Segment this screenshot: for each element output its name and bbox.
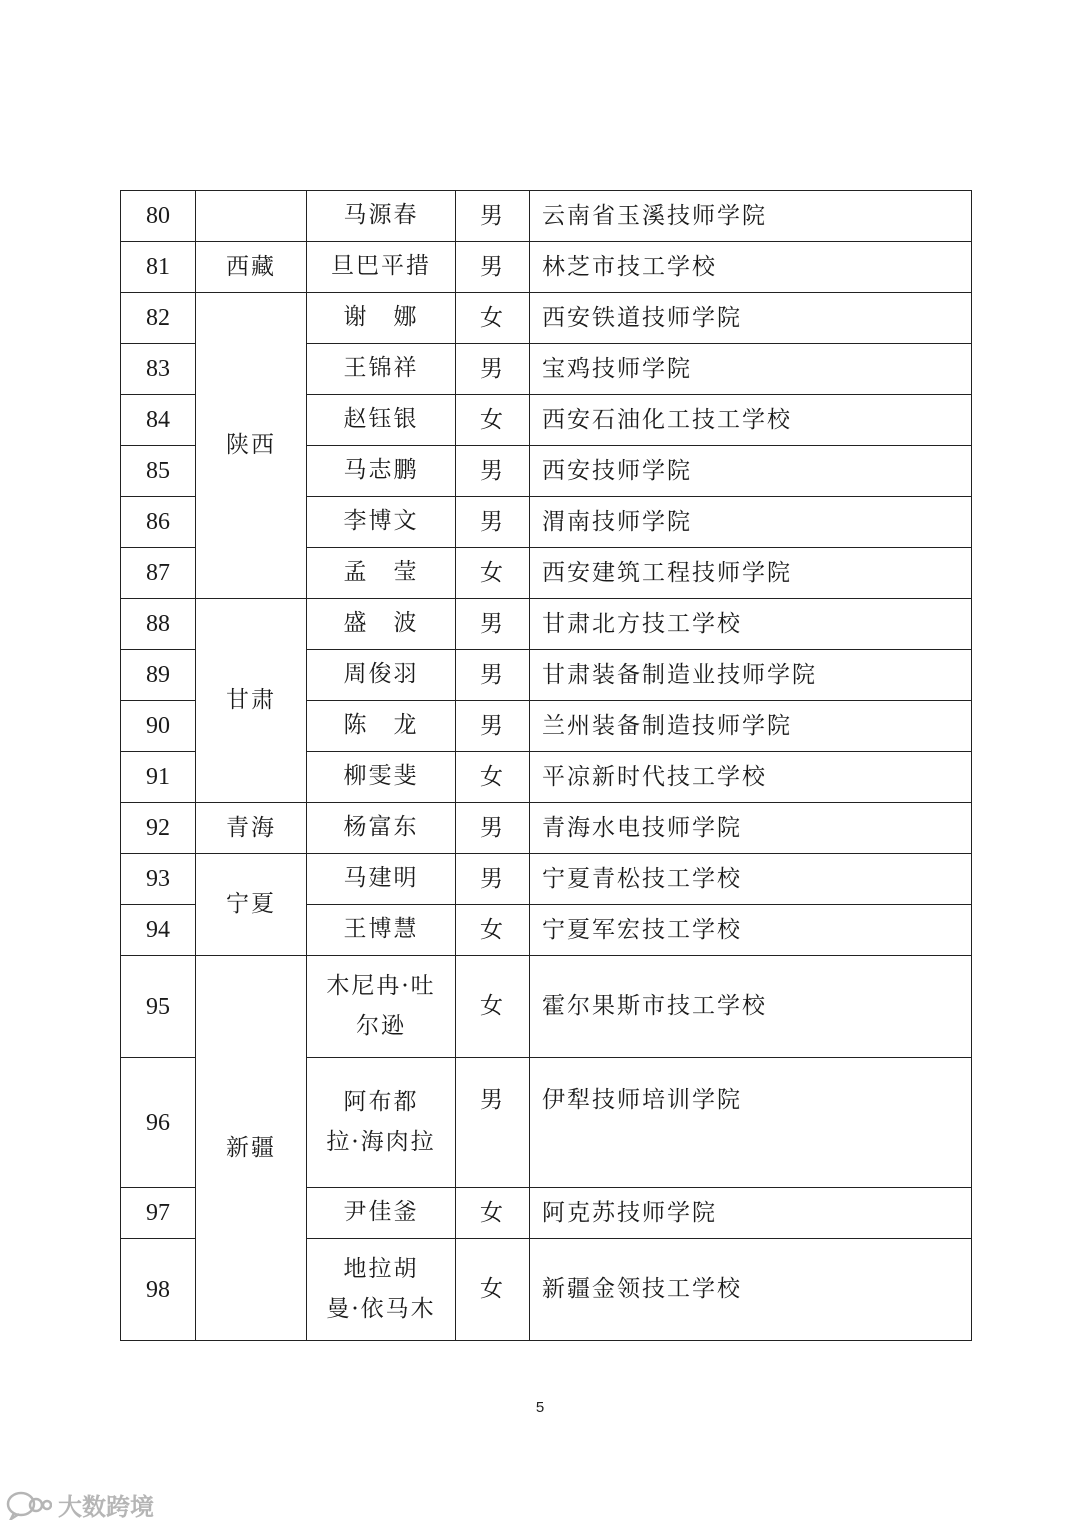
table-row <box>121 956 972 1058</box>
row-number: 88 <box>121 599 196 650</box>
region-cell: 宁夏 <box>196 854 307 956</box>
row-number: 87 <box>121 548 196 599</box>
school-cell: 兰州装备制造技师学院 <box>530 701 972 752</box>
table-row <box>121 293 972 344</box>
gender-cell: 女 <box>456 1239 530 1341</box>
name-line: 曼·依马木 <box>326 1295 436 1322</box>
row-number: 86 <box>121 497 196 548</box>
name-cell: 马源春 <box>307 191 456 242</box>
school-cell: 霍尔果斯市技工学校 <box>530 956 972 1058</box>
school-cell: 平凉新时代技工学校 <box>530 752 972 803</box>
row-number: 82 <box>121 293 196 344</box>
row-number: 83 <box>121 344 196 395</box>
gender-cell: 男 <box>456 599 530 650</box>
row-number: 84 <box>121 395 196 446</box>
row-number: 90 <box>121 701 196 752</box>
name-line: 木尼冉·吐 <box>326 973 436 1000</box>
gender-cell: 男 <box>456 650 530 701</box>
gender-cell: 男 <box>456 344 530 395</box>
name-cell: 盛 波 <box>307 599 456 650</box>
watermark <box>6 1487 154 1522</box>
row-number: 92 <box>121 803 196 854</box>
name-cell: 马建明 <box>307 854 456 905</box>
name-line: 地拉胡 <box>343 1256 419 1283</box>
gender-cell: 男 <box>456 1058 530 1188</box>
row-number: 91 <box>121 752 196 803</box>
name-cell <box>307 956 456 1058</box>
page-number: 5 <box>535 1399 545 1416</box>
school-cell: 伊犁技师培训学院 <box>530 1058 972 1188</box>
school-cell: 青海水电技师学院 <box>530 803 972 854</box>
gender-cell: 男 <box>456 191 530 242</box>
name-cell <box>307 1239 456 1341</box>
school-cell: 阿克苏技师学院 <box>530 1188 972 1239</box>
name-cell: 杨富东 <box>307 803 456 854</box>
row-number: 96 <box>121 1058 196 1188</box>
row-number: 98 <box>121 1239 196 1341</box>
watermark-text: 大数跨境 <box>58 1493 154 1521</box>
region-cell: 新疆 <box>196 956 307 1341</box>
gender-cell: 女 <box>456 956 530 1058</box>
gender-cell: 女 <box>456 548 530 599</box>
name-cell: 尹佳釜 <box>307 1188 456 1239</box>
region-cell: 西藏 <box>196 242 307 293</box>
gender-cell: 女 <box>456 1188 530 1239</box>
name-cell: 谢 娜 <box>307 293 456 344</box>
gender-cell: 女 <box>456 293 530 344</box>
name-cell: 柳雯斐 <box>307 752 456 803</box>
name-cell: 李博文 <box>307 497 456 548</box>
school-cell: 云南省玉溪技师学院 <box>530 191 972 242</box>
name-cell: 陈 龙 <box>307 701 456 752</box>
row-number: 81 <box>121 242 196 293</box>
row-number: 94 <box>121 905 196 956</box>
region-cell <box>196 191 307 242</box>
name-cell: 王锦祥 <box>307 344 456 395</box>
table-row <box>121 599 972 650</box>
name-cell: 赵钰银 <box>307 395 456 446</box>
gender-cell: 男 <box>456 497 530 548</box>
table-row <box>121 803 972 854</box>
row-number: 80 <box>121 191 196 242</box>
roster-table <box>120 190 972 1341</box>
name-line: 尔逊 <box>356 1012 406 1039</box>
school-cell: 宁夏青松技工学校 <box>530 854 972 905</box>
name-cell: 周俊羽 <box>307 650 456 701</box>
gender-cell: 女 <box>456 395 530 446</box>
name-cell: 孟 莹 <box>307 548 456 599</box>
school-cell: 渭南技师学院 <box>530 497 972 548</box>
school-cell: 西安石油化工技工学校 <box>530 395 972 446</box>
name-cell: 马志鹏 <box>307 446 456 497</box>
school-cell: 宁夏军宏技工学校 <box>530 905 972 956</box>
gender-cell: 女 <box>456 905 530 956</box>
school-cell: 西安建筑工程技师学院 <box>530 548 972 599</box>
row-number: 95 <box>121 956 196 1058</box>
gender-cell: 男 <box>456 854 530 905</box>
table-row <box>121 191 972 242</box>
school-cell: 新疆金领技工学校 <box>530 1239 972 1341</box>
name-cell <box>307 1058 456 1188</box>
gender-cell: 男 <box>456 242 530 293</box>
table-row <box>121 242 972 293</box>
region-cell: 陕西 <box>196 293 307 599</box>
row-number: 97 <box>121 1188 196 1239</box>
name-line: 阿布都 <box>343 1089 419 1116</box>
gender-cell: 男 <box>456 446 530 497</box>
gender-cell: 男 <box>456 701 530 752</box>
row-number: 89 <box>121 650 196 701</box>
school-cell: 西安铁道技师学院 <box>530 293 972 344</box>
row-number: 93 <box>121 854 196 905</box>
table-row <box>121 854 972 905</box>
school-cell: 西安技师学院 <box>530 446 972 497</box>
bubble-logo-icon <box>6 1490 52 1520</box>
region-cell: 甘肃 <box>196 599 307 803</box>
school-cell: 宝鸡技师学院 <box>530 344 972 395</box>
row-number: 85 <box>121 446 196 497</box>
gender-cell: 女 <box>456 752 530 803</box>
school-cell: 甘肃装备制造业技师学院 <box>530 650 972 701</box>
school-cell: 甘肃北方技工学校 <box>530 599 972 650</box>
region-cell: 青海 <box>196 803 307 854</box>
gender-cell: 男 <box>456 803 530 854</box>
name-line: 拉·海肉拉 <box>326 1128 436 1155</box>
school-cell: 林芝市技工学校 <box>530 242 972 293</box>
name-cell: 旦巴平措 <box>307 242 456 293</box>
name-cell: 王博慧 <box>307 905 456 956</box>
